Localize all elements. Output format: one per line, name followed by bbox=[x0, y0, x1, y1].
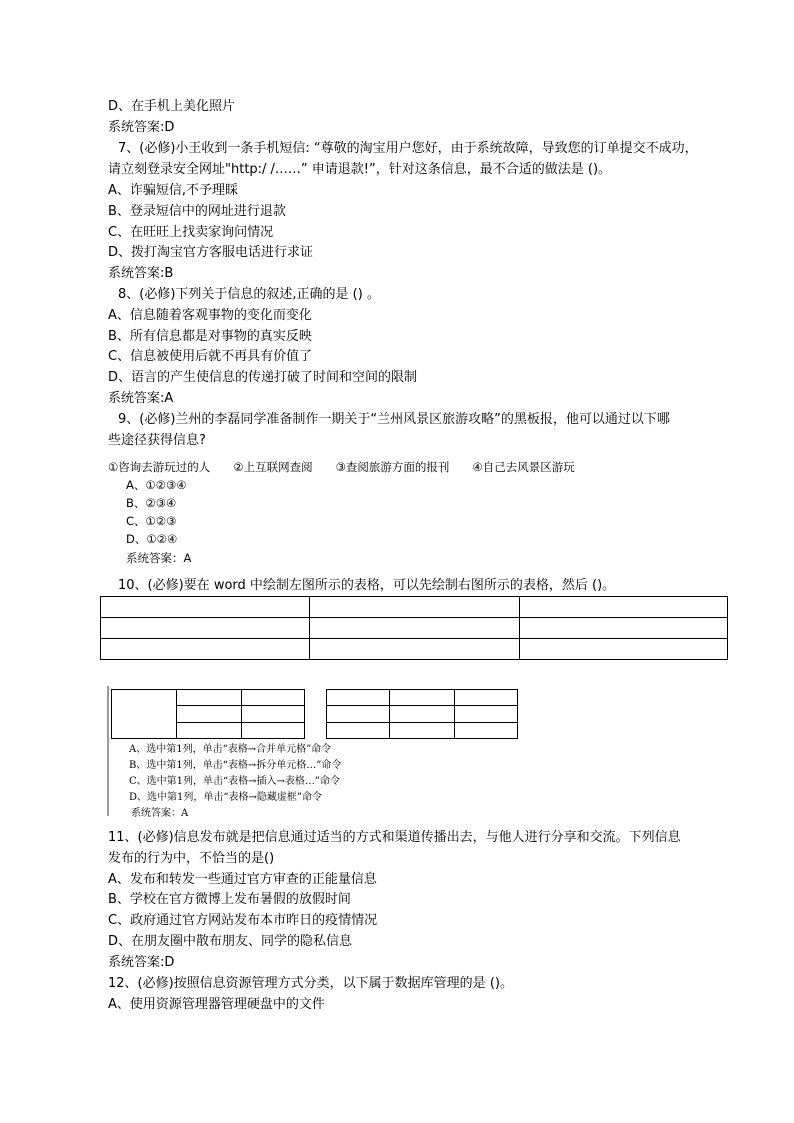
option-text: B、选中第1列，单击“表格→拆分单元格…”命令 bbox=[129, 760, 342, 771]
question-11-text: 11、(必修)信息发布就是把信息通过适当的方式和渠道传播出去，与他人进行分享和交流。下列信息 bbox=[108, 830, 681, 845]
option-text: C、①②③ bbox=[126, 514, 177, 528]
answer-text: 系统答案:B bbox=[108, 266, 174, 281]
option-text: C、在旺旺上找卖家询问情况 bbox=[108, 225, 274, 240]
answer-text: 系统答案：A bbox=[126, 551, 192, 565]
empty-grid-table bbox=[100, 596, 728, 660]
option-text: C、选中第1列，单击“表格→插入→表格…”命令 bbox=[129, 776, 340, 787]
option-text: B、学校在官方微博上发布暑假的放假时间 bbox=[108, 892, 351, 907]
option-text: C、信息被使用后就不再具有价值了 bbox=[108, 349, 313, 364]
plain-table-figure bbox=[326, 689, 518, 739]
option-text: D、选中第1列，单击“表格→隐藏虚框”命令 bbox=[129, 792, 322, 803]
question-7-text: 7、(必修)小王收到一条手机短信: “尊敬的淘宝用户您好，由于系统故障，导致您的订单提交不成功， bbox=[118, 141, 698, 156]
merged-table-figure bbox=[111, 689, 305, 739]
question-9-text: 9、(必修)兰州的李磊同学准备制作一期关于“兰州风景区旅游攻略”的黑板报，他可以通过以下哪 bbox=[118, 412, 670, 427]
option-text: C、政府通过官方网站发布本市昨日的疫情情况 bbox=[108, 913, 378, 928]
question-9-options-list: ①咨询去游玩过的人 ②上互联网查阅 ③查阅旅游方面的报刊 ④自己去风景区游玩 bbox=[108, 460, 575, 474]
answer-text: 系统答案：A bbox=[131, 808, 189, 819]
question-9-text-cont: 些途径获得信息? bbox=[108, 433, 206, 448]
option-text: B、登录短信中的网址进行退款 bbox=[108, 204, 286, 219]
question-7-text-cont: 请立刻登录安全网址"http:/ /……” 申请退款!”，针对这条信息，最不合适的做法是 ()。 bbox=[108, 162, 612, 177]
option-text: B、所有信息都是对事物的真实反映 bbox=[108, 329, 312, 344]
question-10-text: 10、(必修)要在 word 中绘制左图所示的表格，可以先绘制右图所示的表格，然后 ()。 bbox=[118, 578, 616, 593]
option-text: A、使用资源管理器管理硬盘中的文件 bbox=[108, 997, 325, 1012]
figure-border bbox=[107, 686, 109, 816]
option-text: D、在朋友圈中散布朋友、同学的隐私信息 bbox=[108, 934, 353, 949]
option-text: A、①②③④ bbox=[126, 478, 187, 492]
option-text: B、②③④ bbox=[126, 496, 177, 510]
option-text: A、选中第1列，单击“表格→合并单元格”命令 bbox=[129, 744, 332, 755]
option-text: A、信息随着客观事物的变化而变化 bbox=[108, 308, 312, 323]
option-text: A、发布和转发一些通过官方审查的正能量信息 bbox=[108, 872, 377, 887]
option-text: A、诈骗短信,不予理睬 bbox=[108, 183, 239, 198]
question-12-text: 12、(必修)按照信息资源管理方式分类，以下属于数据库管理的是 ()。 bbox=[108, 976, 513, 991]
answer-text: 系统答案:D bbox=[108, 120, 175, 135]
question-10-figure bbox=[107, 686, 519, 819]
question-11-text-cont: 发布的行为中，不恰当的是() bbox=[108, 851, 275, 866]
answer-text: 系统答案:A bbox=[108, 391, 174, 406]
question-8-text: 8、(必修)下列关于信息的叙述,正确的是 () 。 bbox=[118, 287, 380, 302]
answer-text: 系统答案:D bbox=[108, 955, 175, 970]
option-text: D、拨打淘宝官方客服电话进行求证 bbox=[108, 245, 314, 260]
option-text: D、①②④ bbox=[126, 532, 178, 546]
option-text: D、在手机上美化照片 bbox=[108, 99, 236, 114]
option-text: D、语言的产生使信息的传递打破了时间和空间的限制 bbox=[108, 370, 418, 385]
